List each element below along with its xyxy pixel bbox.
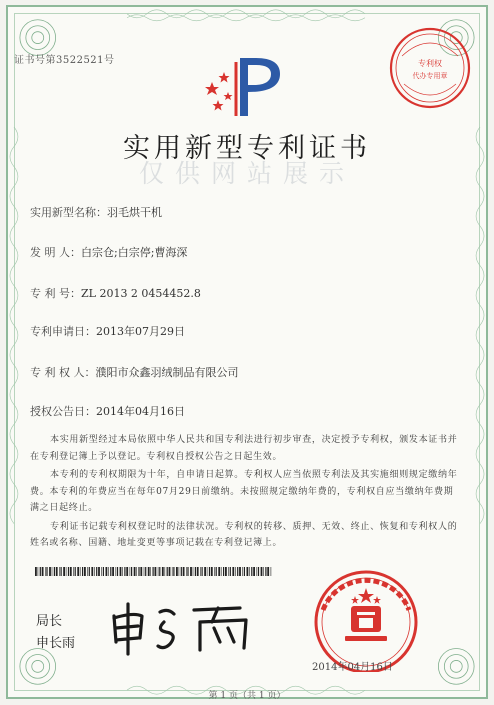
director-signature [108,598,258,656]
field-patentee [30,364,239,380]
patent-office-logo [200,52,288,120]
paragraph: 专利证书记载专利权登记时的法律状况。专利权的转移、质押、无效、终止、恢复和专利权人的姓名或名称、国籍、地址变更等事项记载在专利登记簿上。 [30,521,458,548]
field-utility-model-name [30,204,162,220]
certificate-body-text [30,432,462,554]
field-grant-date [30,403,185,419]
field-label: 专利申请日： [30,325,96,338]
svg-text:代办专用章: 代办专用章 [412,72,448,80]
barcode [35,567,273,576]
field-value: 2014年04月16日 [96,405,185,418]
national-ip-office-seal [295,562,437,672]
svg-text:专利权: 专利权 [418,59,442,68]
field-label: 实用新型名称： [30,206,107,219]
paragraph: 本实用新型经过本局依照中华人民共和国专利法进行初步审查，决定授予专利权，颁发本证书并在专利登记簿上予以登记。专利权自授权公告之日起生效。 [30,435,458,462]
agency-seal-stamp [388,26,472,110]
field-label: 专 利 权 人： [30,366,96,379]
page-number: 第 1 页（共 1 页） [208,691,286,701]
field-label: 授权公告日： [30,405,96,418]
field-value: 白宗仓;白宗停;曹海深 [81,246,188,259]
watermark-text: 仅供网站展示 [138,159,355,188]
field-value: 羽毛烘干机 [107,206,162,219]
field-patent-number [30,285,201,301]
field-inventor [30,244,187,260]
certificate-number: 证书号第3522521号 [14,55,115,66]
seal-date: 2014年04月16日 [312,662,393,673]
field-value: 2013年07月29日 [96,325,185,338]
director-name: 申长雨 [36,636,76,651]
certificate-title: 实用新型专利证书 [123,133,371,164]
field-value: ZL 2013 2 0454452.8 [81,287,201,300]
field-label: 专 利 号： [30,287,81,300]
field-label: 发 明 人： [30,246,81,259]
director-title: 局长 [36,614,63,629]
field-filing-date [30,323,185,339]
paragraph: 本专利的专利权期限为十年，自申请日起算。专利权人应当依照专利法及其实施细则规定缴纳年费。本专利的年费应当在每年07月29日前缴纳。未按照规定缴纳年费的，专利权自应当缴纳年费期满之日起终止。 [30,470,458,513]
field-value: 濮阳市众鑫羽绒制品有限公司 [95,366,239,379]
